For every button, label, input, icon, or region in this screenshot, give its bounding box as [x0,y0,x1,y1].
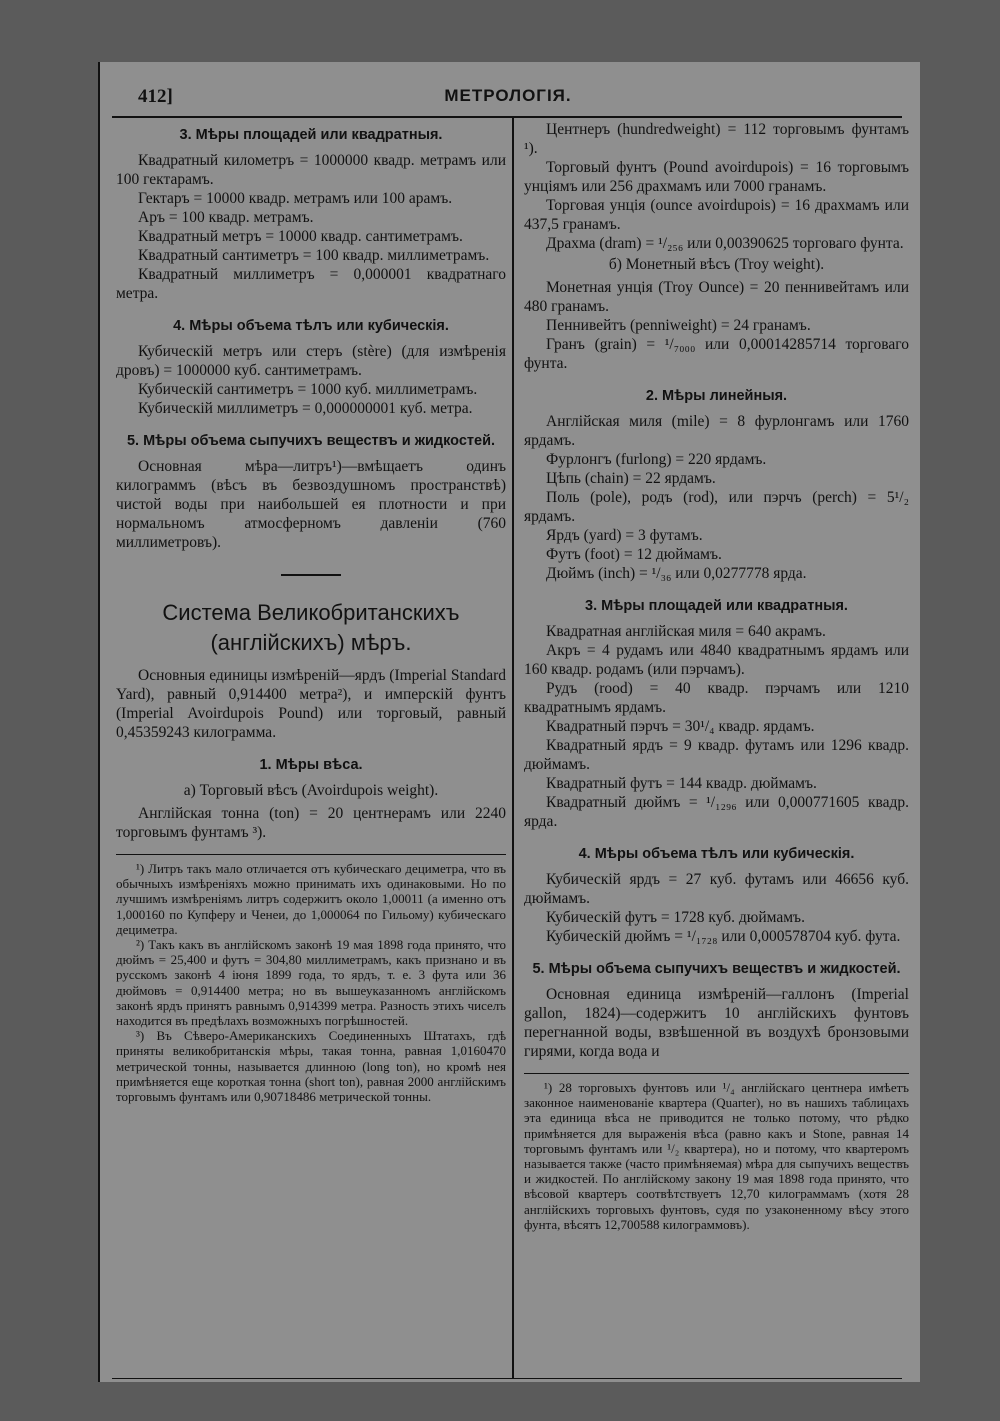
paragraph: Основная единица измѣреній—галлонъ (Imperial gallon, 1824)—содержитъ 10 англійскихъ фунтовъ перегнанной воды, взвѣшенной въ воздухѣ бронзовыми гирями, когда вода и [524,986,909,1060]
section-heading: 3. Мѣры площадей или квадратныя. [179,127,443,143]
paragraph: Кубическій футъ = 1728 куб. дюймамъ. [546,909,805,926]
paragraph: Англійская тонна (ton) = 20 центнерамъ или 2240 торговымъ фунтамъ ³). [116,805,506,841]
section-heading: 5. Мѣры объема сыпучихъ веществъ и жидкостей. [532,961,901,977]
paragraph: Квадратный футъ = 144 квадр. дюймамъ. [546,775,817,792]
footer-rule [112,1378,902,1379]
paragraph: Торговый фунтъ (Pound avoirdupois) = 16 торговымъ унціямъ или 256 драхмамъ или 7000 гранамъ. [524,159,909,195]
paragraph: Основныя единицы измѣреній—ярдъ (Imperial Standard Yard), равный 0,914400 метра²), и имперскій фунтъ (Imperial Avoirdupois Pound) или торговый, равный 0,45359243 килограмма. [116,667,506,741]
running-title: МЕТРОЛОГІЯ. [444,86,572,105]
section-heading: 3. Мѣры площадей или квадратныя. [585,598,848,614]
paragraph: Квадратный пэрчъ = 30¹/₄ квадр. ярдамъ. [546,718,815,735]
section-heading: 2. Мѣры линейныя. [645,388,788,404]
paragraph: Квадратный километръ = 1000000 квадр. метрамъ или 100 гектарамъ. [116,152,506,188]
left-column [116,120,506,1104]
right-column [524,120,909,1232]
paragraph: Кубическій сантиметръ = 1000 куб. миллиметрамъ. [138,381,478,398]
column-divider [512,118,514,1378]
system-title: Система Великобританскихъ (англійскихъ) мѣръ. [162,600,460,655]
page-header [98,78,918,114]
section-heading: 4. Мѣры объема тѣлъ или кубическія. [578,846,855,862]
subheading: а) Торговый вѣсъ (Avoirdupois weight). [183,782,439,799]
footnote: ¹) Литръ такъ мало отличается отъ кубическаго дециметра, что въ обычныхъ измѣреніяхъ можно принимать ихъ одинаковыми. Но по лучшимъ измѣреніямъ литръ содержитъ около 1,00011 (а именно отъ 1,000160 по Купферу и Ченеи, до 1,000064 по Гильому) кубическаго дециметра. [116,861,506,937]
paragraph: Поль (pole), родъ (rod), или пэрчъ (perch) = 5¹/₂ ярдамъ. [524,489,909,525]
footnote: ¹) 28 торговыхъ фунтовъ или ¹/₄ англійскаго центнера имѣетъ законное наименованіе квартера (Quarter), но въ нашихъ таблицахъ эта единица вѣса не приводится не только потому, что рѣдко примѣняется для выраженія вѣса (равно какъ и Stone, равная 14 торговымъ фунтамъ или ¹/₂ квартера), но и потому, что квартеромъ называется также (часто примѣняемая) мѣра для сыпучихъ веществъ и жидкостей. По англійскому закону 19 мая 1898 года принято, что вѣсовой квартеръ соотвѣтствуетъ 12,70 килограммамъ (хотя 28 англійскихъ торговыхъ фунтовъ, судя по узаконенному вѣсу этого фунта, вѣсятъ 12,700588 килограммовъ). [524,1080,909,1232]
page-number: 412] [138,86,173,107]
paragraph: Ярдъ (yard) = 3 футамъ. [546,527,703,544]
paragraph: Кубическій миллиметръ = 0,000000001 куб. метра. [138,400,473,417]
paragraph: Футъ (foot) = 12 дюймамъ. [546,546,722,563]
footnote-rule [524,1073,909,1074]
paragraph: Квадратный миллиметръ = 0,000001 квадратнаго метра. [116,266,506,302]
footnote: ³) Въ Сѣверо-Американскихъ Соединенныхъ Штатахъ, гдѣ приняты великобританскія мѣры, такая тонна, равная 1,0160470 метрической тонны, называется длинною (long ton), но кромѣ нея примѣняется еще короткая тонна (short ton), равная 2000 англійскимъ торговымъ фунтамъ или 0,90718486 метрической тонны. [116,1028,506,1105]
paragraph: Акръ = 4 рудамъ или 4840 квадратнымъ ярдамъ или 160 квадр. родамъ (или пэрчамъ). [524,642,909,678]
paragraph: Фурлонгъ (furlong) = 220 ярдамъ. [546,451,767,468]
paragraph: Рудъ (rood) = 40 квадр. пэрчамъ или 1210 квадратнымъ ярдамъ. [524,680,909,716]
paragraph: Монетная унція (Troy Ounce) = 20 пеннивейтамъ или 480 гранамъ. [524,279,909,315]
paragraph: Кубическій метръ или стеръ (stère) (для измѣренія дровъ) = 1000000 куб. сантиметрамъ. [116,343,506,379]
section-separator [281,574,341,576]
section-heading: 5. Мѣры объема сыпучихъ веществъ и жидкостей. [126,433,496,449]
paragraph: Дюймъ (inch) = ¹/₃₆ или 0,0277778 ярда. [546,565,807,582]
paragraph: Цѣпь (chain) = 22 ярдамъ. [546,470,716,487]
paragraph: Центнеръ (hundredweight) = 112 торговымъ фунтамъ ¹). [524,121,909,157]
paragraph: Квадратный ярдъ = 9 квадр. футамъ или 1296 квадр. дюймамъ. [524,737,909,773]
paragraph: Торговая унція (ounce avoirdupois) = 16 драхмамъ или 437,5 гранамъ. [524,197,909,233]
paragraph: Пеннивейтъ (penniweight) = 24 гранамъ. [546,317,811,334]
header-rule [112,116,902,118]
paragraph: Кубическій ярдъ = 27 куб. футамъ или 46656 куб. дюймамъ. [524,871,909,907]
paragraph: Квадратная англійская миля = 640 акрамъ. [546,623,826,640]
footnote-rule [116,854,506,855]
paragraph: Основная мѣра—литръ¹)—вмѣщаетъ одинъ килограммъ (вѣсъ въ безвоздушномъ пространствѣ) чистой воды при наибольшей ея плотности и при нормальномъ атмосферномъ давленіи (760 миллиметровъ). [116,458,506,551]
subheading: б) Монетный вѣсъ (Troy weight). [608,256,825,273]
paragraph: Гранъ (grain) = ¹/₇₀₀₀ или 0,00014285714 торговаго фунта. [524,336,909,372]
paragraph: Гектаръ = 10000 квадр. метрамъ или 100 арамъ. [138,190,453,207]
paragraph: Англійская миля (mile) = 8 фурлонгамъ или 1760 ярдамъ. [524,413,909,449]
paragraph: Драхма (dram) = ¹/₂₅₆ или 0,00390625 торговаго фунта. [546,235,904,252]
paragraph: Кубическій дюймъ = ¹/₁₇₂₈ или 0,000578704 куб. фута. [546,928,901,945]
paragraph: Квадратный дюймъ = ¹/₁₂₉₆ или 0,000771605 квадр. ярда. [524,794,909,830]
section-heading: 4. Мѣры объема тѣлъ или кубическія. [173,318,449,334]
paragraph: Аръ = 100 квадр. метрамъ. [138,209,314,226]
section-heading: 1. Мѣры вѣса. [259,757,363,773]
paragraph: Квадратный метръ = 10000 квадр. сантиметрамъ. [138,228,463,245]
paragraph: Квадратный сантиметръ = 100 квадр. миллиметрамъ. [138,247,490,264]
footnote: ²) Такъ какъ въ англійскомъ законѣ 19 мая 1898 года принято, что дюймъ = 25,400 и футъ = 304,80 миллиметрамъ, какъ признано и въ русскомъ законѣ 4 іюня 1899 года, то ярдъ, т. е. 3 фута или 36 дюймовъ = 0,914400 метра; но въ вышеуказанномъ англійскомъ законѣ ярдъ принятъ равнымъ 0,914399 метра. Разность этихъ чиселъ находится въ предѣлахъ возможныхъ погрѣшностей. [116,937,506,1029]
